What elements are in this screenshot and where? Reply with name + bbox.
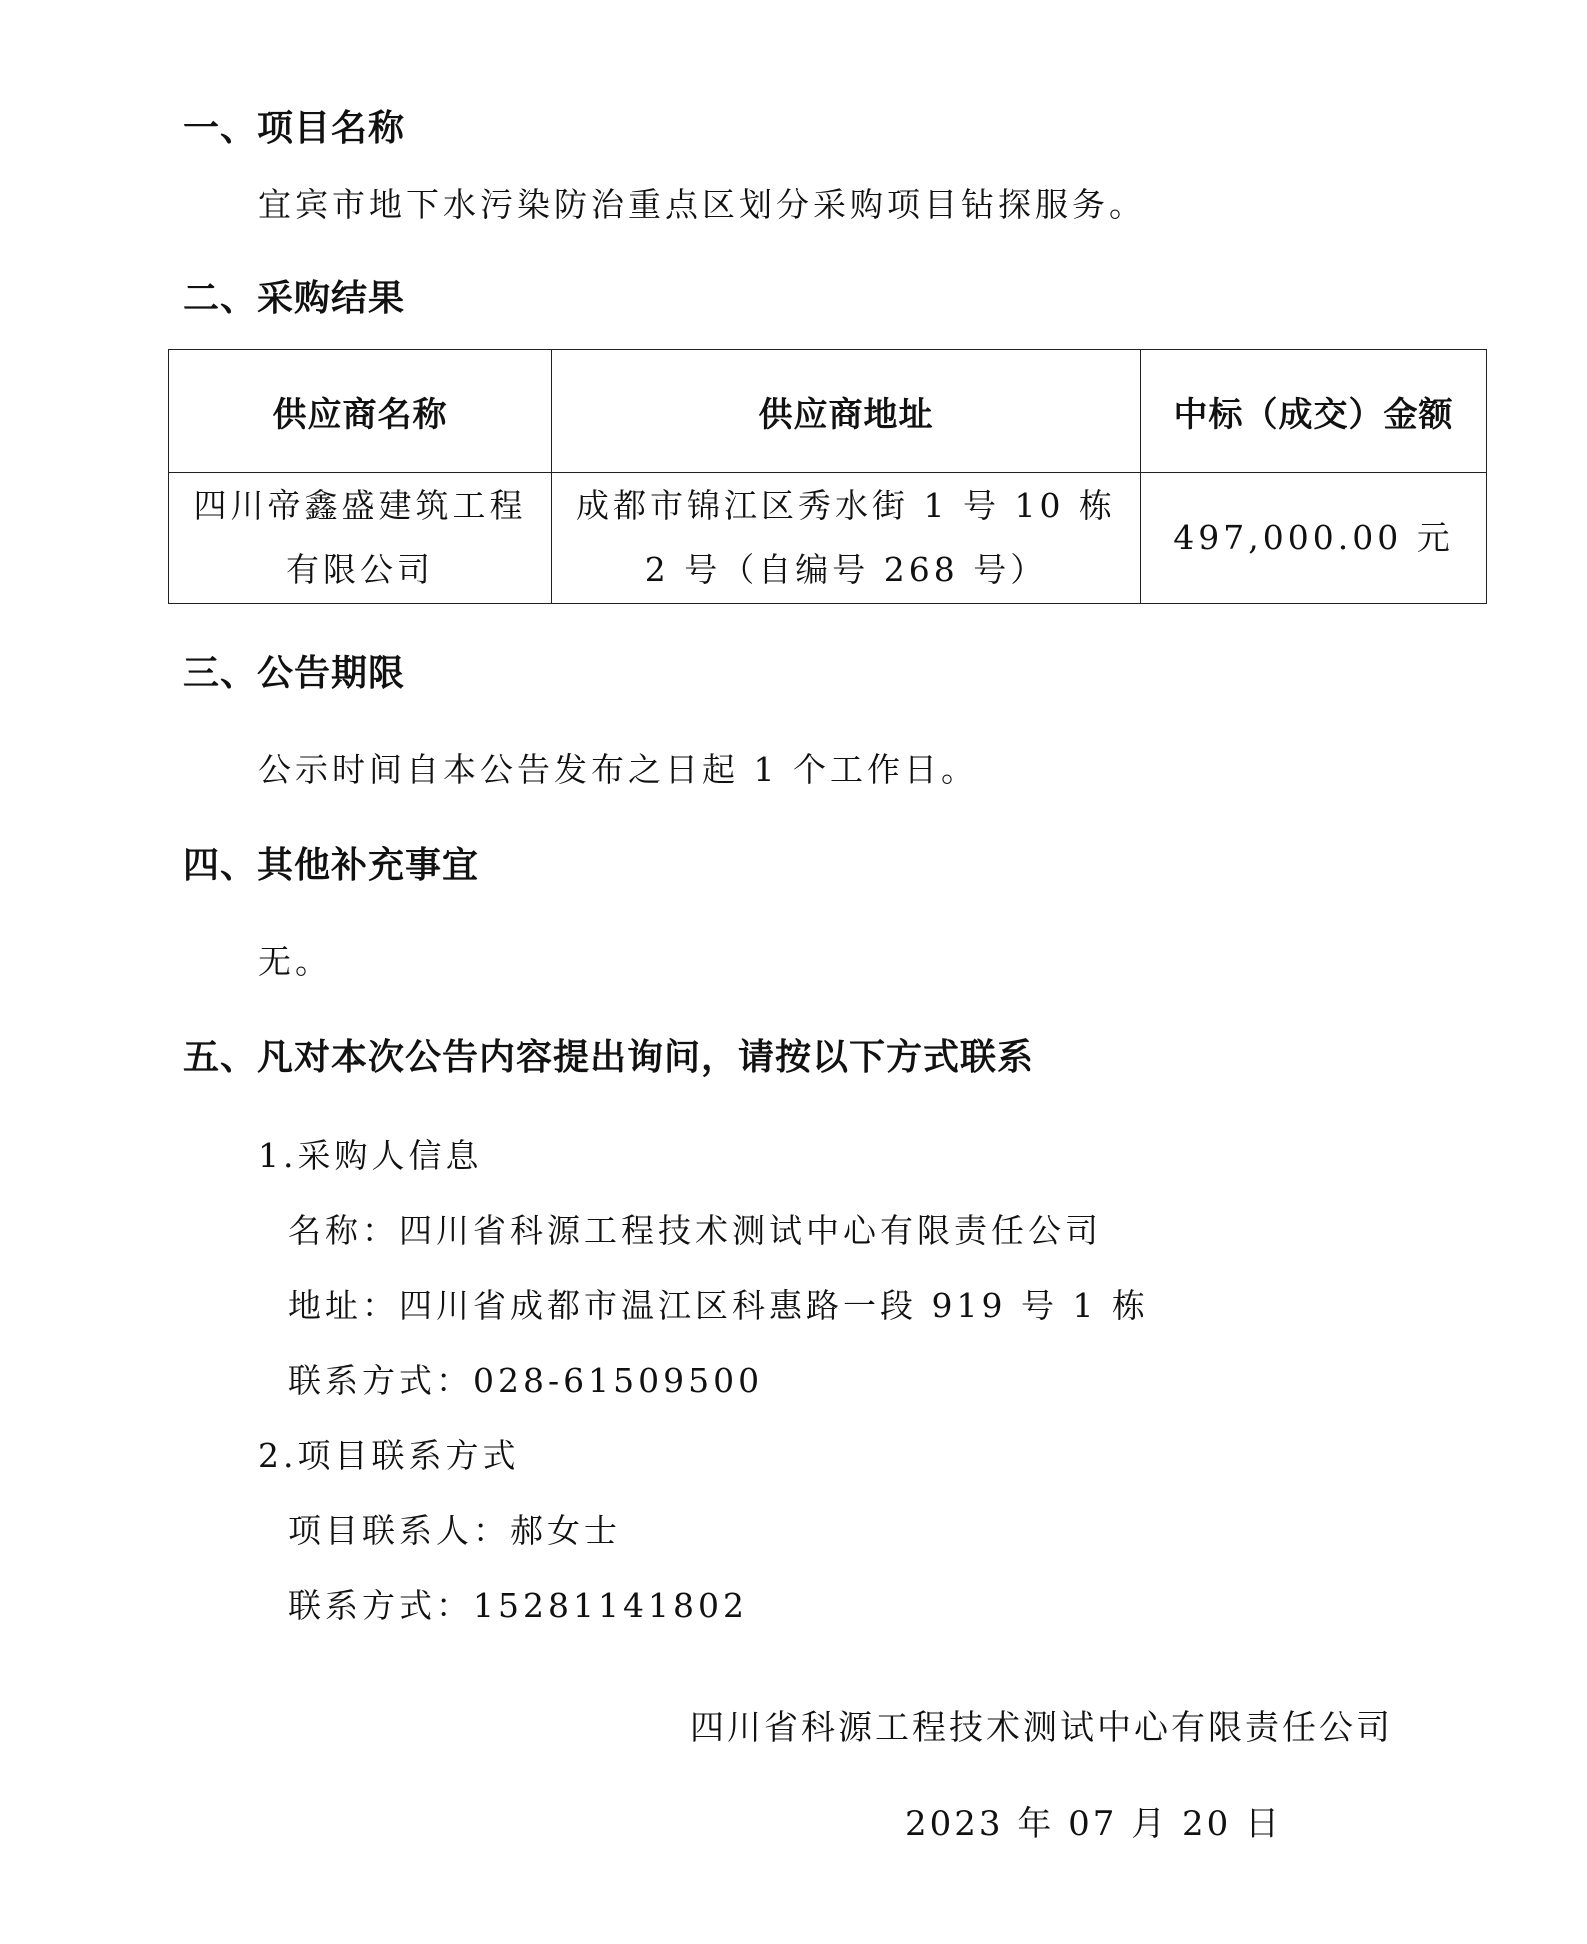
table-row bbox=[169, 473, 1487, 604]
table-header-row bbox=[169, 350, 1487, 473]
section4-body: 无。 bbox=[258, 942, 332, 981]
header-supplier-name: 供应商名称 bbox=[169, 350, 552, 473]
procurement-result-table bbox=[168, 349, 1487, 604]
project-contact-person: 项目联系人：郝女士 bbox=[288, 1511, 621, 1550]
supplier-name-line1: 四川帝鑫盛建筑工程 bbox=[193, 486, 527, 525]
section5-heading: 五、凡对本次公告内容提出询问，请按以下方式联系 bbox=[183, 1037, 1035, 1078]
section4-heading: 四、其他补充事宜 bbox=[183, 845, 480, 886]
purchaser-address: 地址：四川省成都市温江区科惠路一段 919 号 1 栋 bbox=[288, 1286, 1149, 1325]
supplier-address-line1: 成都市锦江区秀水街 1 号 10 栋 bbox=[576, 486, 1116, 525]
section3-heading: 三、公告期限 bbox=[183, 653, 406, 694]
section1-body: 宜宾市地下水污染防治重点区划分采购项目钻探服务。 bbox=[258, 185, 1146, 224]
cell-award-amount: 497,000.00 元 bbox=[1141, 473, 1487, 604]
signature-org: 四川省科源工程技术测试中心有限责任公司 bbox=[690, 1708, 1393, 1748]
section3-body: 公示时间自本公告发布之日起 1 个工作日。 bbox=[258, 750, 978, 789]
cell-supplier-name bbox=[169, 473, 552, 604]
purchaser-info-title: 1.采购人信息 bbox=[258, 1136, 483, 1175]
section2-heading: 二、采购结果 bbox=[183, 278, 406, 319]
header-supplier-address: 供应商地址 bbox=[552, 350, 1141, 473]
signature-date: 2023 年 07 月 20 日 bbox=[905, 1804, 1283, 1844]
section1-heading: 一、项目名称 bbox=[183, 108, 406, 149]
project-contact-title: 2.项目联系方式 bbox=[258, 1436, 520, 1475]
supplier-address-line2: 2 号（自编号 268 号） bbox=[644, 550, 1048, 589]
purchaser-name: 名称：四川省科源工程技术测试中心有限责任公司 bbox=[288, 1211, 1102, 1250]
project-contact-phone: 联系方式：15281141802 bbox=[288, 1586, 748, 1625]
header-award-amount: 中标（成交）金额 bbox=[1141, 350, 1487, 473]
cell-supplier-address bbox=[552, 473, 1141, 604]
supplier-name-line2: 有限公司 bbox=[286, 550, 434, 589]
purchaser-contact: 联系方式：028-61509500 bbox=[288, 1361, 764, 1400]
